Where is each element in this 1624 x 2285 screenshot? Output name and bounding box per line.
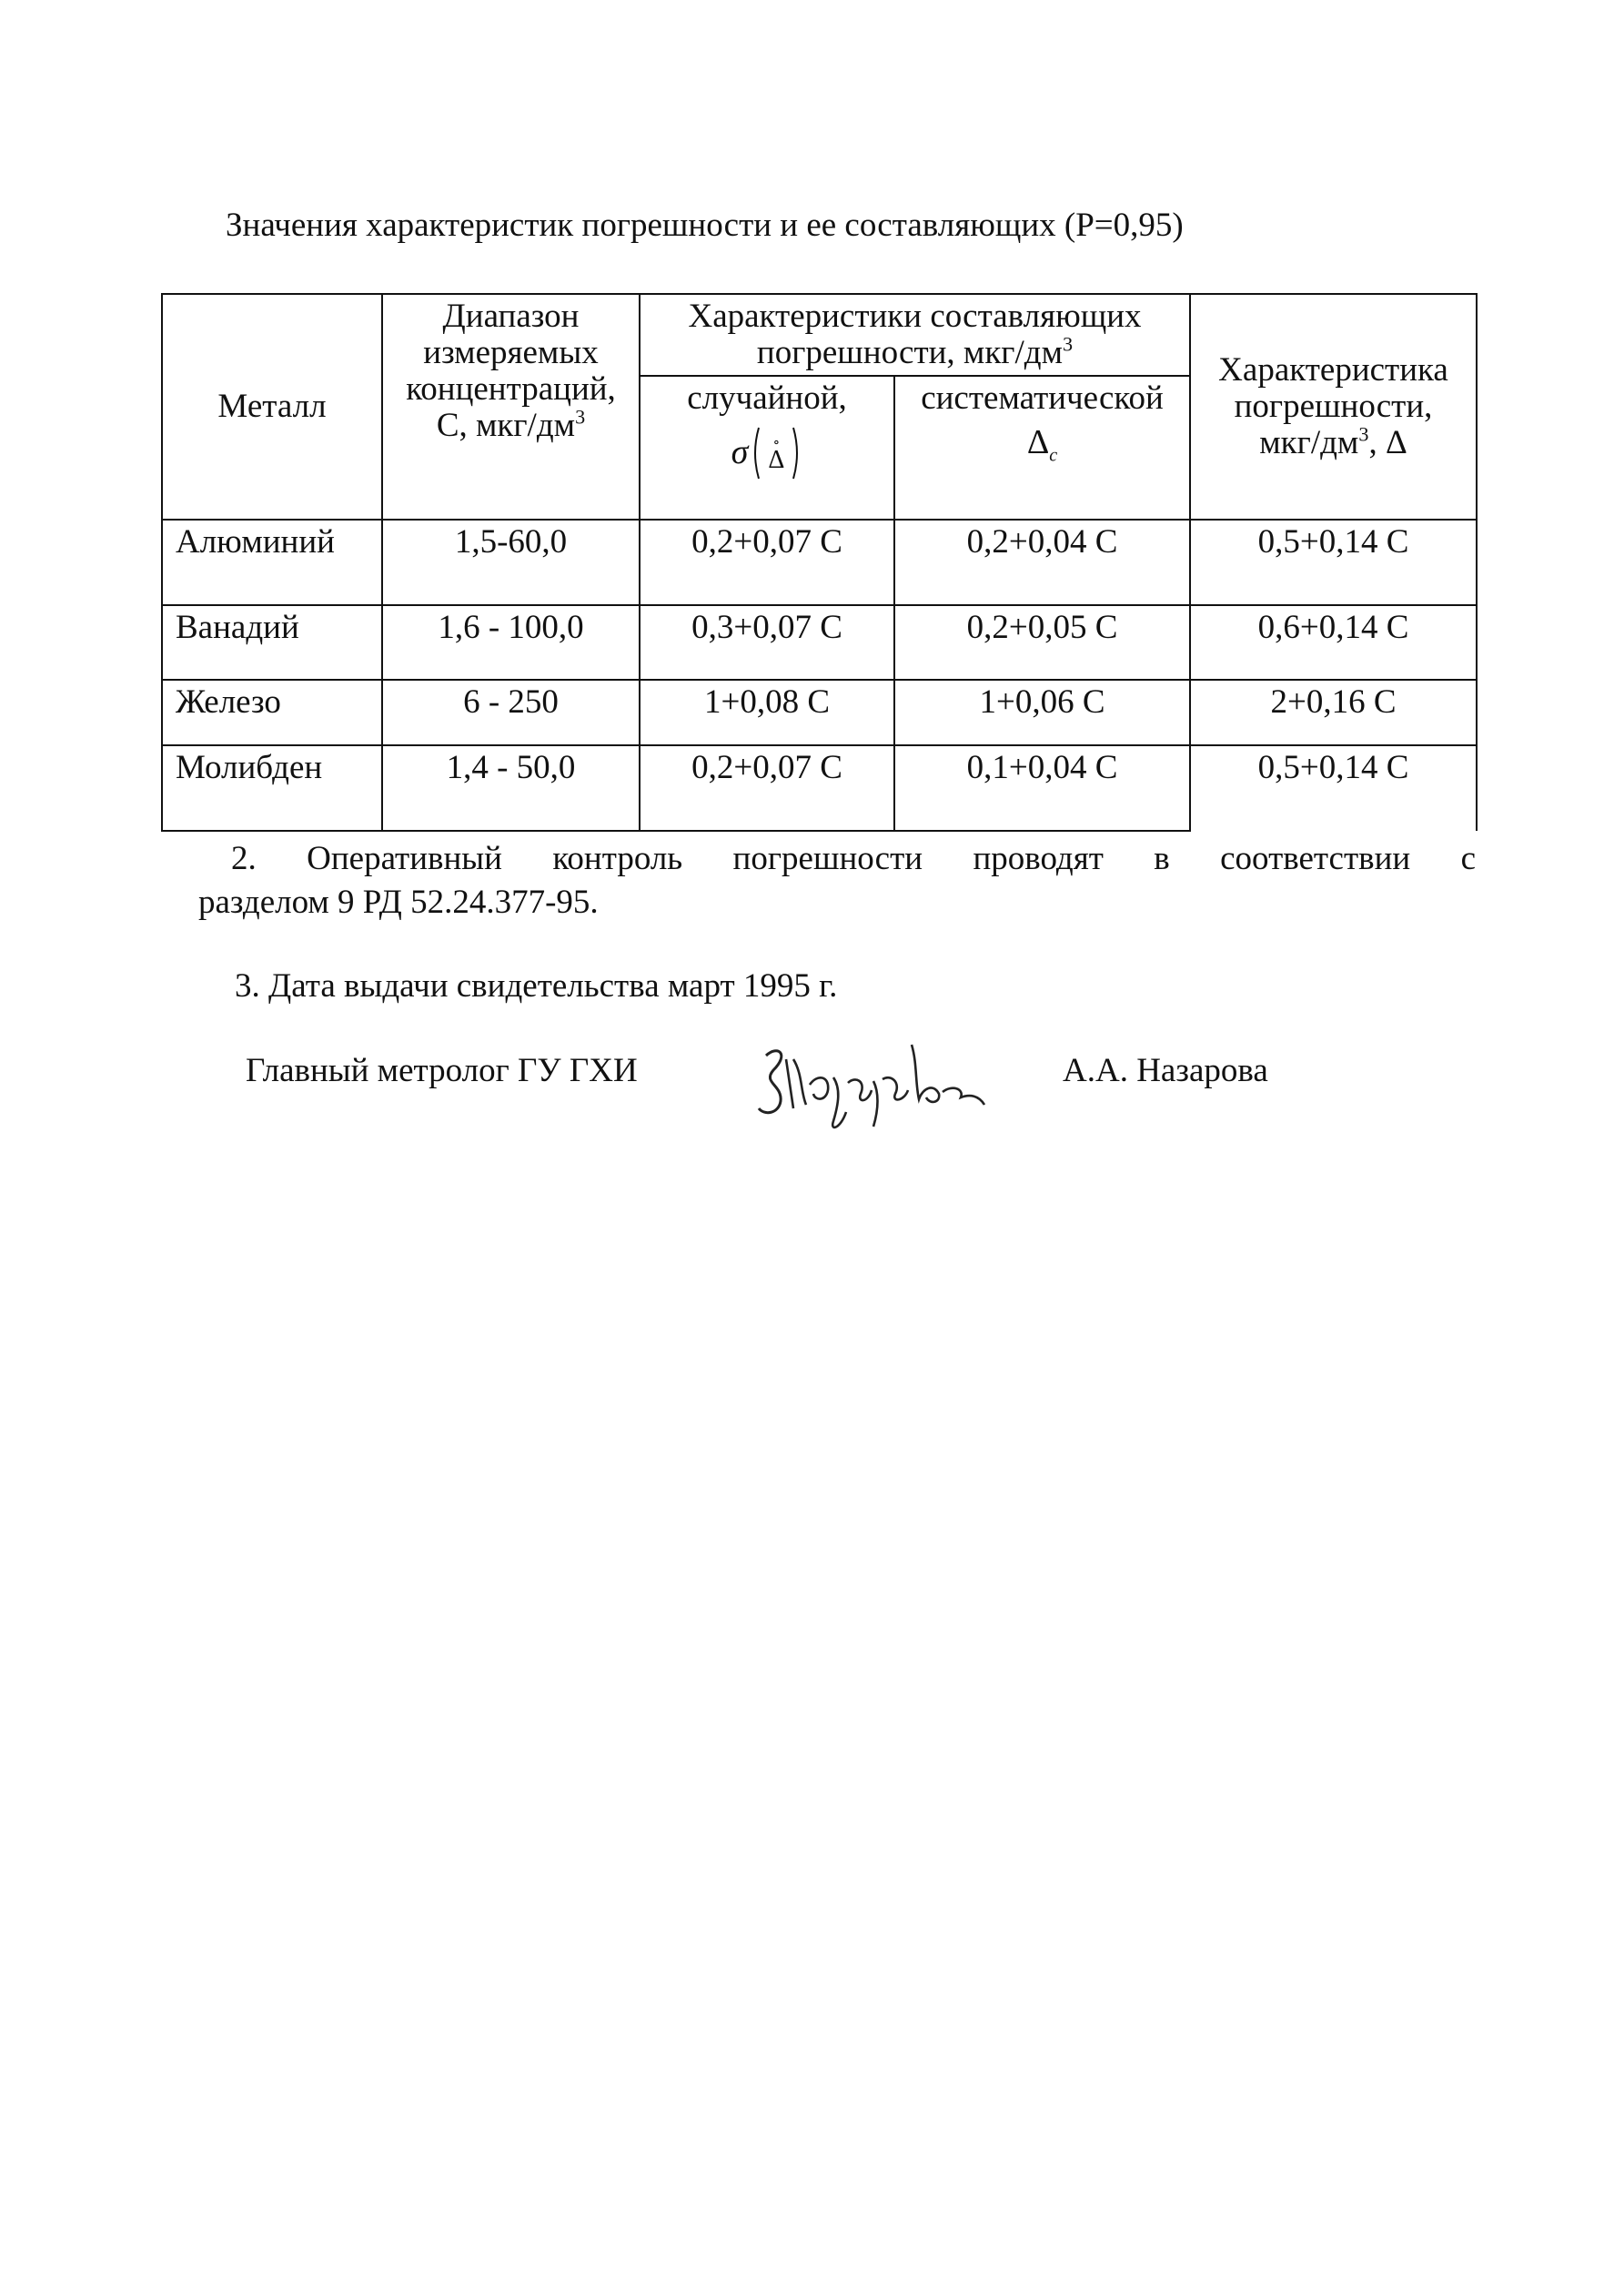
- header-components: [640, 294, 1190, 376]
- header-total-delta: , Δ: [1368, 423, 1407, 461]
- cell-random: 0,2+0,07 С: [640, 745, 894, 831]
- paragraph-3: 3. Дата выдачи свидетельства март 1995 г.: [235, 967, 838, 1005]
- random-formula: [731, 426, 803, 480]
- header-range-line3: концентраций,: [406, 369, 616, 408]
- cell-systematic: 0,2+0,05 С: [894, 605, 1190, 680]
- header-metal: [162, 294, 382, 520]
- header-range-line2: измеряемых: [423, 333, 599, 371]
- delta-c-sub: c: [1049, 445, 1058, 466]
- header-range-line4: [388, 405, 633, 444]
- handwritten-signature: [746, 1037, 992, 1137]
- signoff-name: А.А. Назарова: [1063, 1052, 1268, 1089]
- cell-random: 0,2+0,07 С: [640, 520, 894, 605]
- cell-metal: Молибден: [162, 745, 382, 831]
- header-components-line1: Характеристики составляющих: [688, 298, 1142, 335]
- table-caption: Значения характеристик погрешности и ее составляющих (Р=0,95): [226, 207, 1184, 244]
- paren-bracket: [750, 426, 802, 480]
- error-characteristics-table: [161, 293, 1478, 832]
- header-components-sup: 3: [1063, 332, 1074, 356]
- delta-c-symbol: [1027, 424, 1057, 466]
- header-systematic-label: систематической: [921, 379, 1164, 417]
- header-total-line2: погрешности,: [1234, 387, 1433, 425]
- header-random-label: случайной,: [687, 379, 847, 417]
- header-range-unit: С, мкг/дм: [436, 406, 576, 444]
- paragraph-2-line2: разделом 9 РД 52.24.377-95.: [198, 884, 599, 921]
- cell-systematic: 0,2+0,04 С: [894, 520, 1190, 605]
- cell-range: 1,6 - 100,0: [382, 605, 640, 680]
- delta-ring: [750, 434, 802, 474]
- header-total-sup: 3: [1358, 422, 1369, 446]
- header-components-unit: погрешности, мкг/дм: [756, 333, 1063, 371]
- table-row: [162, 520, 1477, 605]
- cell-total: 0,5+0,14 С: [1190, 745, 1477, 831]
- cell-random: 0,3+0,07 С: [640, 605, 894, 680]
- sigma-symbol: σ: [731, 433, 749, 472]
- header-total-line3: [1196, 422, 1470, 461]
- header-range: [382, 294, 640, 520]
- delta-c-main: Δ: [1026, 422, 1050, 461]
- cell-metal: Алюминий: [162, 520, 382, 605]
- table-header-row: [162, 294, 1477, 376]
- cell-range: 1,4 - 50,0: [382, 745, 640, 831]
- header-components-line2: [646, 332, 1184, 371]
- header-systematic: [894, 376, 1190, 520]
- paragraph-2-line1: 2. Оперативный контроль погрешности проводят в соответствии с: [231, 840, 1476, 877]
- cell-range: 6 - 250: [382, 680, 640, 745]
- header-range-line1: Диапазон: [442, 298, 580, 335]
- cell-metal: Ванадий: [162, 605, 382, 680]
- header-total: [1190, 294, 1477, 520]
- header-random: [640, 376, 894, 520]
- ring-mark: ∘: [772, 434, 781, 450]
- cell-metal: Железо: [162, 680, 382, 745]
- cell-systematic: 1+0,06 С: [894, 680, 1190, 745]
- table-row: [162, 745, 1477, 831]
- header-total-unit: мкг/дм: [1259, 423, 1359, 461]
- cell-range: 1,5-60,0: [382, 520, 640, 605]
- header-total-line1: Характеристика: [1218, 351, 1448, 389]
- signoff-title: Главный метролог ГУ ГХИ: [246, 1052, 638, 1089]
- cell-random: 1+0,08 С: [640, 680, 894, 745]
- cell-total: 0,5+0,14 С: [1190, 520, 1477, 605]
- table-row: [162, 605, 1477, 680]
- cell-systematic: 0,1+0,04 С: [894, 745, 1190, 831]
- header-metal-label: Металл: [217, 387, 327, 425]
- delta-symbol: Δ: [768, 445, 785, 474]
- header-range-sup: 3: [575, 405, 586, 429]
- cell-total: 0,6+0,14 С: [1190, 605, 1477, 680]
- table-row: [162, 680, 1477, 745]
- cell-total: 2+0,16 С: [1190, 680, 1477, 745]
